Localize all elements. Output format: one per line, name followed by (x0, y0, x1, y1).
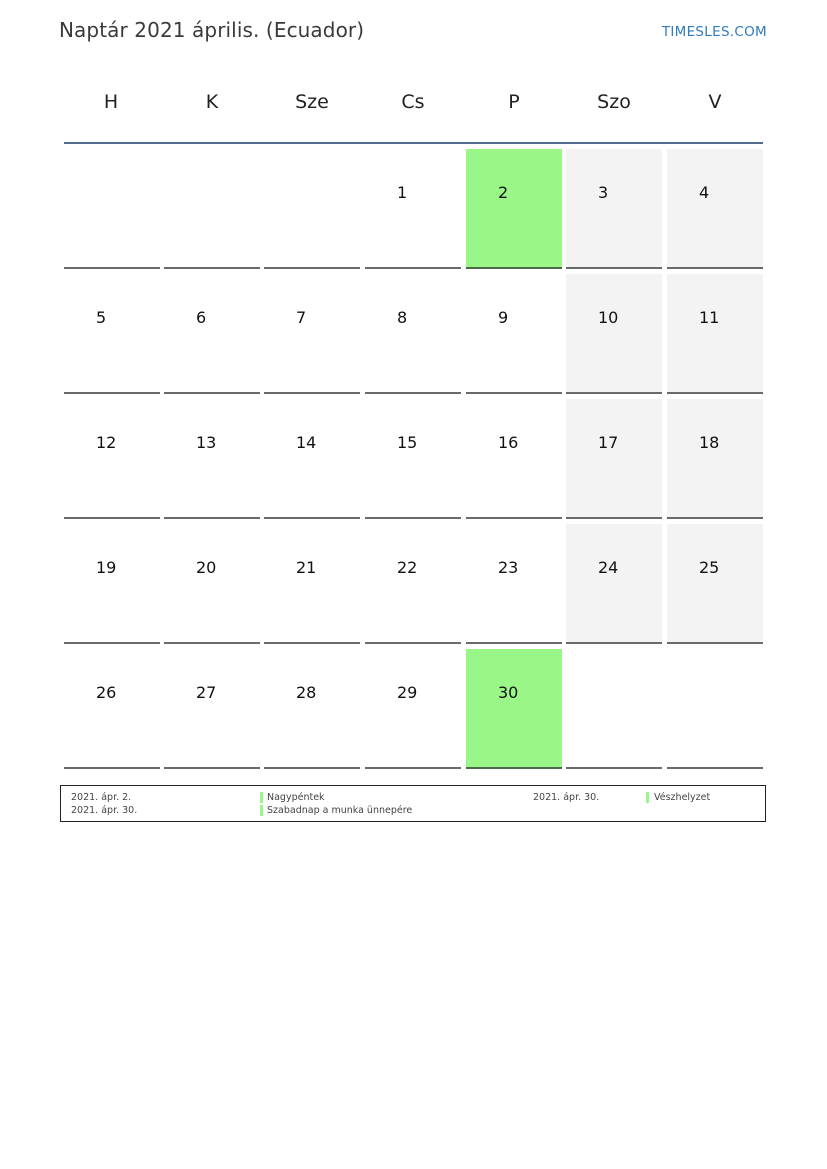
day-cell (365, 149, 461, 269)
day-cell-weekend (566, 149, 662, 269)
weekday-friday: P (508, 91, 520, 113)
day-cell (365, 649, 461, 769)
header-divider (64, 142, 763, 144)
day-number: 7 (296, 308, 307, 327)
weekday-tuesday: K (205, 91, 219, 113)
day-number: 12 (96, 433, 117, 452)
day-cell (164, 399, 260, 519)
day-cell (264, 274, 360, 394)
day-cell-weekend (566, 399, 662, 519)
day-number: 17 (598, 433, 619, 452)
day-number: 16 (498, 433, 519, 452)
day-number: 20 (196, 558, 217, 577)
day-cell-weekend (667, 524, 763, 644)
day-number: 11 (699, 308, 720, 327)
day-number: 13 (196, 433, 217, 452)
day-cell (365, 274, 461, 394)
day-cell (64, 524, 160, 644)
legend-color-marker (260, 792, 263, 803)
day-cell (365, 524, 461, 644)
day-cell (164, 649, 260, 769)
weekday-monday: H (103, 91, 119, 113)
day-cell-weekend (566, 524, 662, 644)
day-number: 15 (397, 433, 418, 452)
legend-label: Nagypéntek (267, 792, 325, 803)
legend-label: Szabadnap a munka ünnepére (267, 805, 413, 816)
day-cell-weekend (667, 149, 763, 269)
day-cell (466, 399, 562, 519)
day-number: 21 (296, 558, 317, 577)
day-cell (264, 149, 360, 269)
page-title: Naptár 2021 április. (Ecuador) (59, 18, 365, 42)
day-cell-holiday (466, 149, 562, 269)
day-number: 2 (498, 183, 509, 202)
holiday-legend (60, 785, 766, 822)
day-cell (64, 649, 160, 769)
day-number: 26 (96, 683, 117, 702)
day-cell-holiday (466, 649, 562, 769)
legend-label: Vészhelyzet (654, 792, 711, 803)
day-number: 5 (96, 308, 107, 327)
day-number: 28 (296, 683, 317, 702)
weekday-thursday: Cs (401, 91, 425, 113)
day-number: 10 (598, 308, 619, 327)
day-cell (64, 274, 160, 394)
day-cell (466, 524, 562, 644)
day-number: 1 (397, 183, 408, 202)
legend-date: 2021. ápr. 30. (533, 792, 600, 803)
legend-color-marker (260, 805, 263, 816)
day-number: 14 (296, 433, 317, 452)
legend-color-marker (646, 792, 649, 803)
weekday-saturday: Szo (597, 91, 631, 113)
day-cell-weekend (667, 399, 763, 519)
day-cell (566, 649, 662, 769)
legend-date: 2021. ápr. 2. (71, 792, 132, 803)
weekday-header-row (63, 82, 764, 128)
day-cell (164, 274, 260, 394)
day-number: 23 (498, 558, 519, 577)
weekday-sunday: V (708, 91, 722, 113)
day-cell (365, 399, 461, 519)
day-cell (264, 524, 360, 644)
day-cell (264, 649, 360, 769)
day-cell (264, 399, 360, 519)
day-number: 19 (96, 558, 117, 577)
day-number: 6 (196, 308, 207, 327)
day-number: 24 (598, 558, 619, 577)
day-number: 18 (699, 433, 720, 452)
day-number: 27 (196, 683, 217, 702)
day-cell (667, 649, 763, 769)
day-cell (64, 399, 160, 519)
day-cell (164, 524, 260, 644)
day-cell (64, 149, 160, 269)
day-cell-weekend (667, 274, 763, 394)
weekday-wednesday: Sze (295, 91, 329, 113)
day-cell (466, 274, 562, 394)
day-number: 25 (699, 558, 720, 577)
day-cell-weekend (566, 274, 662, 394)
legend-date: 2021. ápr. 30. (71, 805, 138, 816)
day-number: 3 (598, 183, 609, 202)
day-number: 9 (498, 308, 509, 327)
day-number: 22 (397, 558, 418, 577)
day-number: 30 (498, 683, 519, 702)
day-number: 4 (699, 183, 710, 202)
day-number: 29 (397, 683, 418, 702)
day-cell (164, 149, 260, 269)
brand-link[interactable]: TIMESLES.COM (661, 24, 767, 40)
day-number: 8 (397, 308, 408, 327)
